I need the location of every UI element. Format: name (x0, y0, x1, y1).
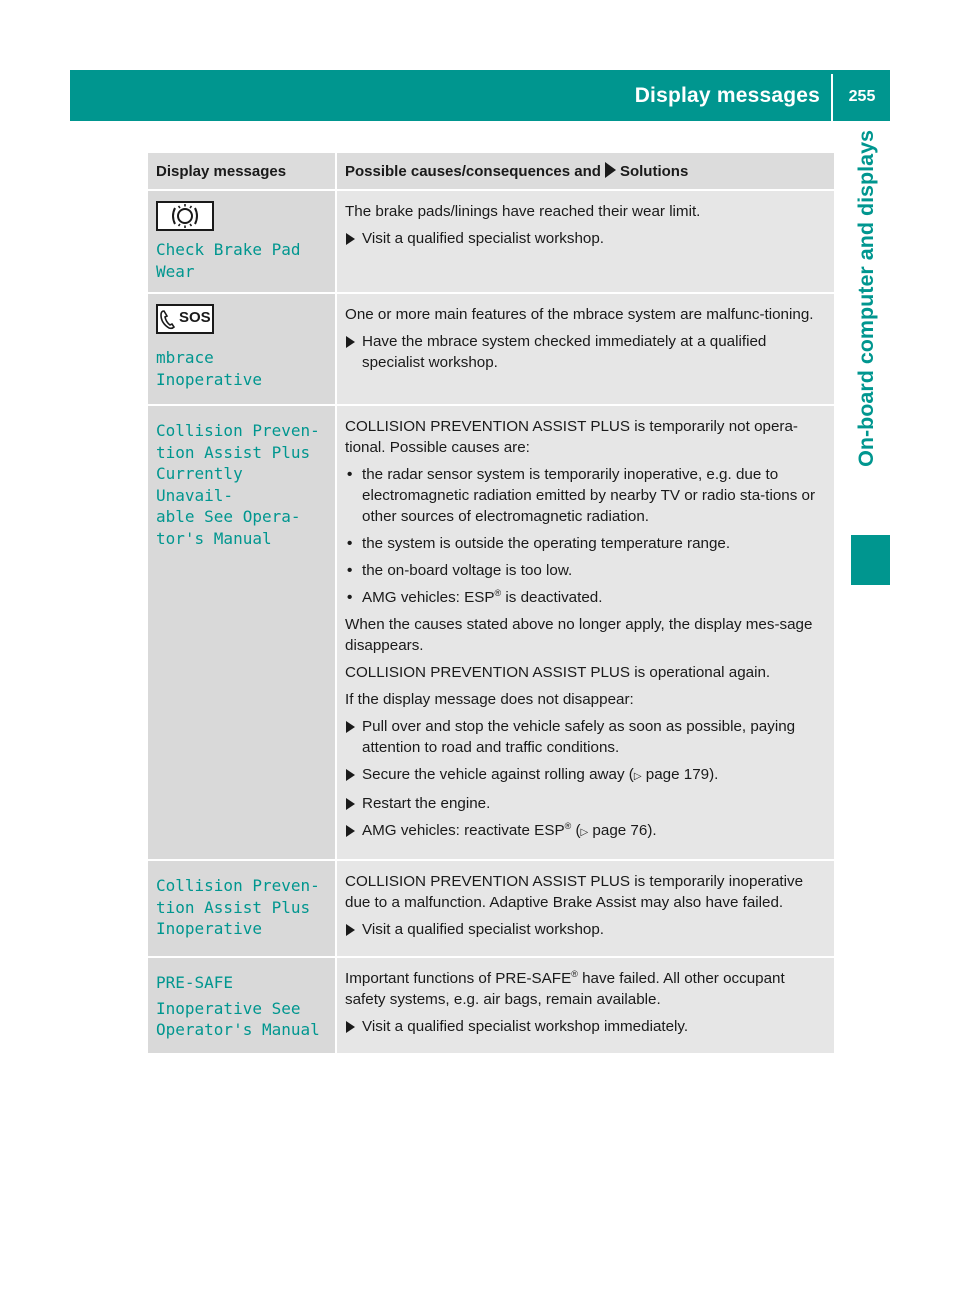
message-cell (148, 405, 336, 860)
description-part: have failed. All other occupant safety systems, e.g. air bags, remain available. (345, 970, 785, 1008)
message-text: Collision Preven‐ tion Assist Plus Inoperative (156, 876, 320, 938)
description-text (345, 968, 826, 1010)
instruction-step: Visit a qualified specialist workshop immediately. (345, 1016, 826, 1037)
instruction-step (345, 764, 826, 787)
solution-cell (336, 190, 834, 293)
table-row (148, 957, 834, 1054)
brake-wear-icon (156, 201, 214, 231)
registered-mark: ® (494, 587, 502, 598)
table-row (148, 190, 834, 293)
sos-phone-icon (156, 304, 214, 334)
bullet-text: AMG vehicles: ESP (362, 589, 495, 606)
column-header-solutions (336, 153, 834, 190)
chapter-tab (842, 130, 890, 530)
table-row (148, 293, 834, 405)
message-text: Collision Preven‐ tion Assist Plus Currently Unavail‐ able See Opera‐ tor's Manual (156, 421, 320, 548)
page-ref-icon: ▷ (580, 827, 589, 838)
instruction-step: Visit a qualified specialist workshop. (345, 228, 826, 249)
page-reference-link[interactable]: page 179). (641, 766, 719, 783)
bullet-text: is deactivated. (501, 589, 603, 606)
page-ref-icon: ▷ (633, 771, 642, 782)
description-part: Important functions of PRE-SAFE (345, 970, 572, 987)
registered-mark: ® (571, 968, 578, 979)
arrow-right-icon (605, 162, 616, 178)
step-text: Secure the vehicle against rolling away ( (362, 766, 634, 783)
message-text: Inoperative See Operator's Manual (156, 998, 320, 1039)
page-number: 255 (848, 88, 876, 105)
header-bar (70, 70, 890, 121)
solution-cell (336, 957, 834, 1054)
header-divider (831, 74, 833, 121)
cause-bullet: • the radar sensor system is temporarily inoperative, e.g. due to electromagnetic radiation emitted by nearby TV or radio sta-tions or other sources of electromagnetic radiation. (345, 464, 826, 527)
table-row (148, 405, 834, 860)
page-reference-link[interactable]: page 76). (588, 822, 657, 839)
instruction-step (345, 820, 826, 843)
message-text: Check Brake Pad Wear (156, 240, 301, 281)
solution-cell (336, 293, 834, 405)
instruction-step: Pull over and stop the vehicle safely as soon as possible, paying attention to road and traffic conditions. (345, 716, 826, 758)
cause-bullet (345, 587, 826, 608)
message-cell (148, 860, 336, 957)
step-text: ( (571, 822, 581, 839)
column-header-messages: Display messages (148, 153, 336, 190)
cause-bullet: • the system is outside the operating temperature range. (345, 533, 826, 554)
description-text: When the causes stated above no longer apply, the display mes-sage disappears. (345, 616, 813, 654)
message-cell (148, 190, 336, 293)
description-text: One or more main features of the mbrace system are malfunc-tioning. (345, 306, 814, 323)
table-header-row (148, 153, 834, 190)
chapter-marker (851, 535, 890, 585)
description-text: If the display message does not disappear: (345, 691, 634, 708)
section-title: Display messages (634, 84, 820, 107)
description-text: The brake pads/linings have reached their wear limit. (345, 203, 701, 220)
description-text: COLLISION PREVENTION ASSIST PLUS is temporarily inoperative due to a malfunction. Adaptive Brake Assist may also have failed. (345, 873, 804, 911)
step-text: AMG vehicles: reactivate ESP (362, 822, 565, 839)
column-header-solutions-label: Solutions (619, 163, 689, 180)
column-header-causes: Possible causes/consequences and (345, 163, 601, 180)
message-text: mbrace Inoperative (156, 348, 262, 389)
table-row (148, 860, 834, 957)
description-text: COLLISION PREVENTION ASSIST PLUS is temporarily not opera-tional. Possible causes are: (345, 418, 798, 456)
message-text: PRE-SAFE (156, 973, 234, 992)
chapter-title: On-board computer and displays (854, 130, 878, 467)
instruction-step: Visit a qualified specialist workshop. (345, 919, 826, 940)
instruction-step: Have the mbrace system checked immediately at a qualified specialist workshop. (345, 331, 826, 373)
solution-cell (336, 860, 834, 957)
description-text: COLLISION PREVENTION ASSIST PLUS is operational again. (345, 664, 771, 681)
solution-cell (336, 405, 834, 860)
message-cell (148, 293, 336, 405)
cause-bullet: • the on-board voltage is too low. (345, 560, 826, 581)
registered-mark: ® (564, 820, 572, 831)
instruction-step: Restart the engine. (345, 793, 826, 814)
display-messages-table (148, 153, 834, 1055)
message-cell (148, 957, 336, 1054)
sos-label: SOS (179, 309, 211, 326)
